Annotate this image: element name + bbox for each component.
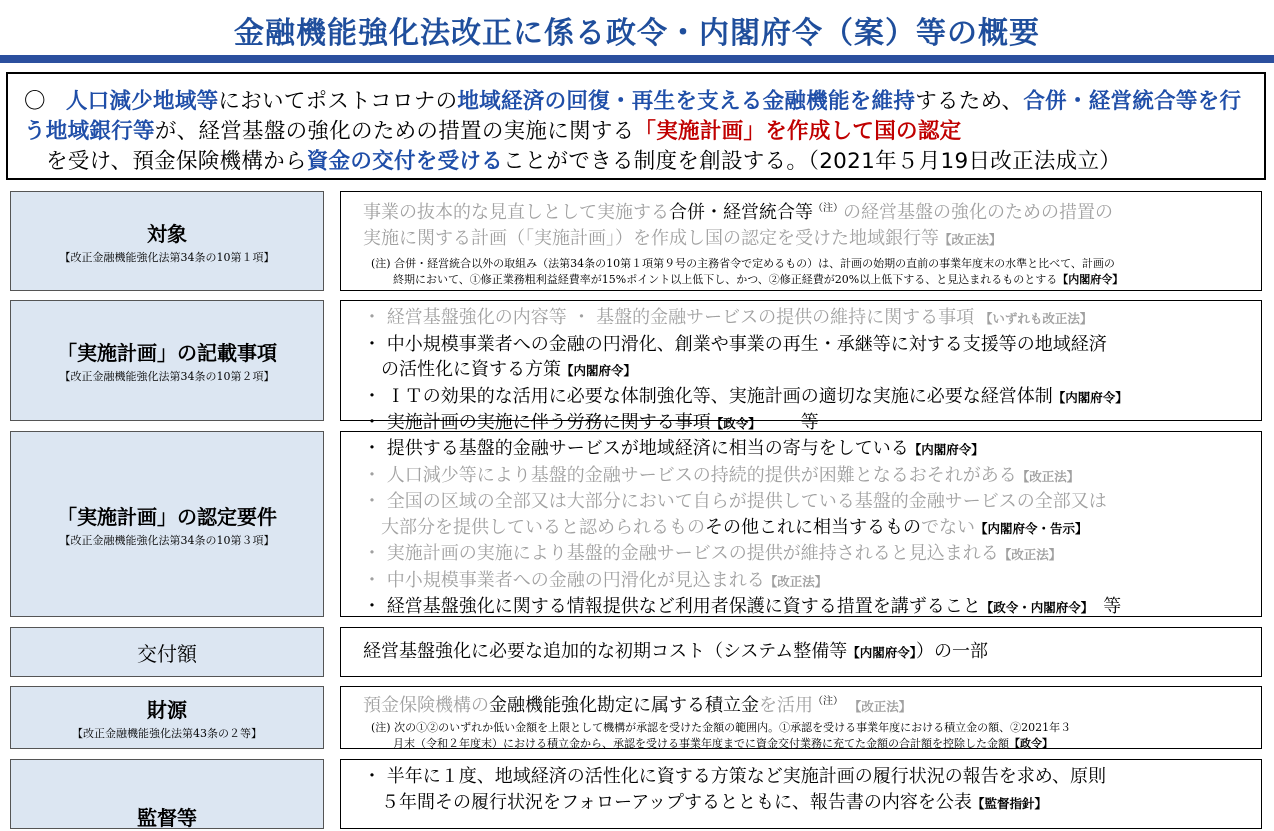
note-mark: （注） bbox=[813, 203, 843, 214]
text: 預金保険機構の bbox=[363, 695, 489, 716]
etc: 等 bbox=[800, 412, 819, 433]
tag: 【内閣府令】 bbox=[847, 645, 916, 660]
tag: 【内閣府令】 bbox=[908, 442, 984, 457]
content-supervision bbox=[340, 759, 1262, 829]
tag: 【改正法】 bbox=[939, 231, 1002, 247]
tag: 【監督指針】 bbox=[971, 795, 1047, 811]
label-ref: 【改正金融機能強化法第34条の10第１項】 bbox=[59, 250, 275, 264]
text: 実施に関する計画（「実施計画」）を作成し国の認定を受けた地域銀行等 bbox=[363, 227, 939, 249]
summary-text: するため、 bbox=[915, 89, 1024, 114]
note: (注) 次の①②のいずれか低い金額を上限として機構が承認を受けた金額の範囲内。①承認を受ける事業年度における積立金の額、②2021年３ bbox=[371, 720, 1072, 734]
note: 月末（令和２年度末）における積立金から、承認を受ける事業年度までに資金交付業務に充てた金額の合計額を控除した金額【政令】 bbox=[393, 736, 1053, 750]
tag: 【改正法】 bbox=[1016, 468, 1080, 484]
label-requirements bbox=[10, 431, 324, 617]
tag: 【政令】 bbox=[710, 416, 761, 431]
text: の経営基盤の強化のための措置の bbox=[843, 202, 1113, 223]
etc: 等 bbox=[1103, 596, 1122, 617]
text: 事業の抜本的な見直しとして実施する bbox=[363, 202, 669, 223]
summary-text: を受け、預金保険機構から bbox=[46, 149, 307, 174]
label-target bbox=[10, 191, 324, 291]
tag: 【改正法】 bbox=[848, 699, 912, 714]
list-item: 大部分を提供していると認められるもの bbox=[381, 516, 705, 538]
text: を活用 bbox=[759, 695, 813, 716]
label-funding bbox=[10, 686, 324, 749]
list-item: の活性化に資する方策 bbox=[381, 359, 561, 380]
tag: 【改正法】 bbox=[998, 547, 1062, 562]
list-item: でない bbox=[921, 516, 975, 538]
summary-box bbox=[6, 72, 1266, 180]
label-ref: 【改正金融機能強化法第34条の10第２項】 bbox=[59, 370, 275, 383]
list-item: ・ ＩＴの効果的な活用に必要な体制強化等、実施計画の適切な実施に必要な経営体制 bbox=[363, 385, 1053, 407]
text: 合併・経営統合等 bbox=[669, 202, 813, 223]
list-item: ・ 実施計画の実施により基盤的金融サービスの提供が維持されると見込まれる bbox=[363, 543, 999, 564]
list-item: ５年間その履行状況をフォローアップするとともに、報告書の内容を公表 bbox=[381, 791, 972, 813]
content-amount bbox=[340, 627, 1262, 677]
note-mark: （注） bbox=[813, 696, 843, 707]
content-funding bbox=[340, 686, 1262, 749]
content-plan-items bbox=[340, 300, 1262, 433]
tag: 【内閣府令・告示】 bbox=[975, 520, 1088, 536]
label-amount bbox=[10, 627, 324, 677]
summary-text: ことができる制度を創設する。（2021年５月19日改正法成立） bbox=[502, 149, 1122, 174]
label-plan-items bbox=[10, 300, 324, 421]
label-ref: 【改正金融機能強化法第43条の２等】 bbox=[72, 727, 262, 740]
summary-text: においてポストコロナの bbox=[218, 89, 458, 114]
text: 経営基盤強化に必要な追加的な初期コスト（システム整備等 bbox=[363, 641, 848, 662]
label-title: 交付額 bbox=[137, 641, 197, 666]
summary-highlight-red: 「実施計画」を作成して国の認定 bbox=[634, 119, 962, 144]
tag: 【改正法】 bbox=[764, 573, 828, 589]
tag: 【内閣府令】 bbox=[1052, 389, 1128, 405]
list-item: ・ 人口減少等により基盤的金融サービスの持続的提供が困難となるおそれがある bbox=[363, 464, 1017, 486]
list-item: ・ 全国の区域の全部又は大部分において自らが提供している基盤的金融サービスの全部又は bbox=[363, 491, 1107, 512]
label-title: 「実施計画」の記載事項 bbox=[57, 341, 277, 365]
summary-highlight: 資金の交付を受ける bbox=[306, 149, 503, 174]
summary-highlight: 人口減少地域等 bbox=[65, 89, 219, 114]
list-item: ・ 中小規模事業者への金融の円滑化、創業や事業の再生・承継等に対する支援等の地域経済 bbox=[363, 333, 1107, 355]
list-item: その他これに相当するもの bbox=[705, 516, 921, 538]
content-requirements bbox=[340, 431, 1262, 617]
note: 終期において、①修正業務粗利益経費率が15%ポイント以上低下し、かつ、②修正経費が20%以上低下する、と見込まれるものとする【内閣府令】 bbox=[393, 273, 1124, 286]
label-title: 対象 bbox=[147, 221, 187, 246]
text: 金融機能強化勘定に属する積立金 bbox=[489, 695, 759, 716]
label-supervision bbox=[10, 759, 324, 829]
list-item: ・ 中小規模事業者への金融の円滑化が見込まれる bbox=[363, 569, 765, 591]
list-item: ・ 経営基盤強化に関する情報提供など利用者保護に資する措置を講ずること bbox=[363, 596, 981, 617]
summary-highlight: 合併・経営統合等を行う地域銀行等 bbox=[24, 89, 1242, 144]
text: ）の一部 bbox=[915, 641, 988, 662]
tag: 【いずれも改正法】 bbox=[979, 311, 1093, 326]
label-title: 監督等 bbox=[137, 806, 197, 830]
title-underline-bar bbox=[0, 55, 1274, 63]
label-title: 「実施計画」の認定要件 bbox=[57, 504, 277, 529]
list-item: ・ 提供する基盤的金融サービスが地域経済に相当の寄与をしている bbox=[363, 438, 909, 459]
content-target bbox=[340, 191, 1262, 291]
summary-text: が、経営基盤の強化のための措置の実施に関する bbox=[154, 119, 635, 144]
list-item: ・ 実施計画の実施に伴う労務に関する事項 bbox=[363, 412, 711, 433]
note: (注) 合併・経営統合以外の取組み（法第34条の10第１項第９号の主務省令で定めるもの）は、計画の始期の直前の事業年度末の水準と比べて、計画の bbox=[371, 257, 1115, 270]
tag: 【内閣府令】 bbox=[561, 363, 637, 378]
circle-bullet: 〇 bbox=[24, 89, 46, 114]
tag: 【政令・内閣府令】 bbox=[980, 600, 1094, 615]
label-ref: 【改正金融機能強化法第34条の10第３項】 bbox=[59, 533, 275, 547]
summary-highlight: 地域経済の回復・再生を支える金融機能を維持 bbox=[457, 89, 916, 114]
label-title: 財源 bbox=[147, 698, 187, 722]
list-item: ・ 半年に１度、地域経済の活性化に資する方策など実施計画の履行状況の報告を求め、原則 bbox=[363, 766, 1106, 787]
page-title: 金融機能強化法改正に係る政令・内閣府令（案）等の概要 bbox=[234, 16, 1040, 51]
list-item: ・ 経営基盤強化の内容等 ・ 基盤的金融サービスの提供の維持に関する事項 bbox=[363, 307, 975, 328]
